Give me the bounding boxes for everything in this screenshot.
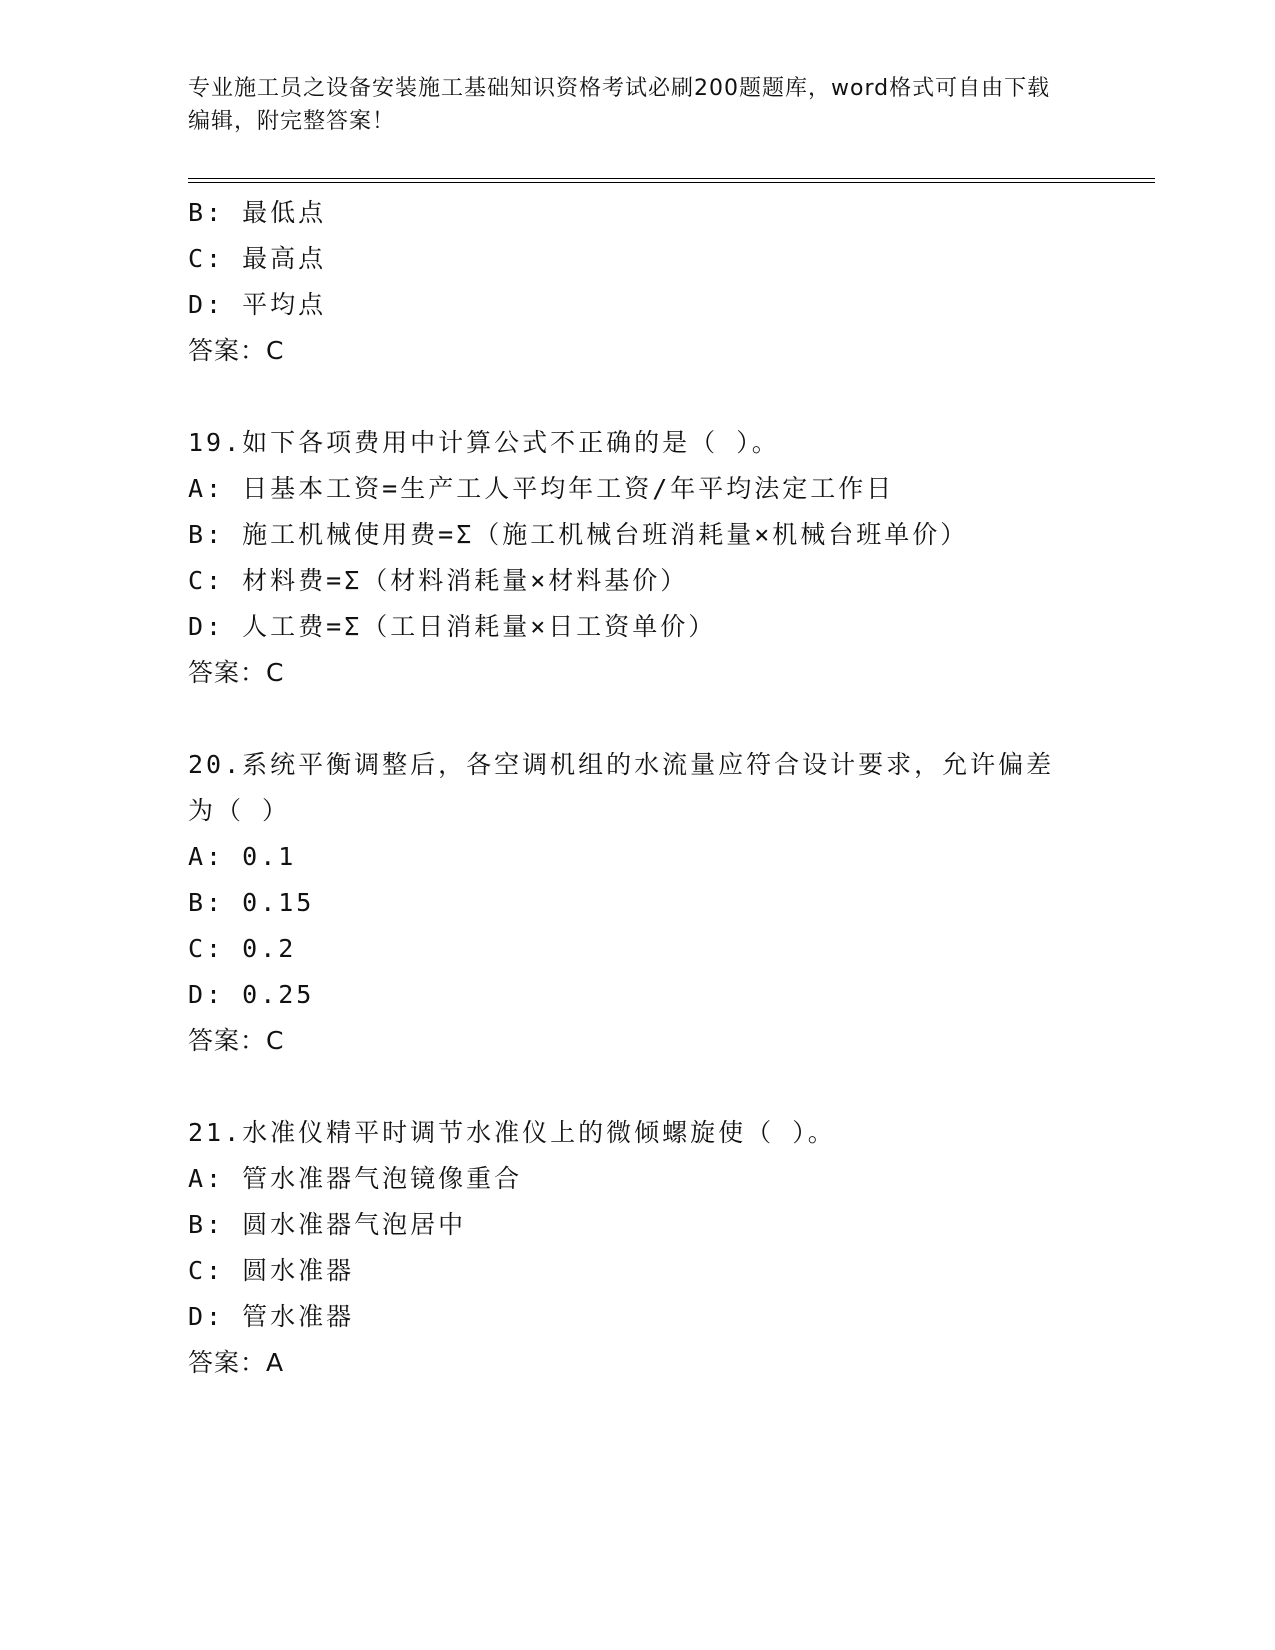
option-c: C: 圆水准器 bbox=[188, 1256, 355, 1285]
option-b: B: 最低点 bbox=[188, 198, 327, 227]
question-21 bbox=[188, 1110, 1148, 1386]
document-title: 专业施工员之设备安装施工基础知识资格考试必刷200题题库，word格式可自由下载编辑，附完整答案！ bbox=[188, 76, 1051, 134]
question-partial bbox=[188, 190, 1148, 374]
option-b: B: 施工机械使用费=Σ（施工机械台班消耗量×机械台班单价） bbox=[188, 520, 969, 549]
option-b: B: 圆水准器气泡居中 bbox=[188, 1210, 467, 1239]
option-d: D: 平均点 bbox=[188, 290, 327, 319]
option-d: D: 管水准器 bbox=[188, 1302, 355, 1331]
option-a: A: 管水准器气泡镜像重合 bbox=[188, 1164, 523, 1193]
option-d: D: 0.25 bbox=[188, 980, 315, 1009]
option-a: A: 0.1 bbox=[188, 842, 297, 871]
spacer bbox=[188, 374, 1148, 420]
spacer bbox=[188, 1064, 1148, 1110]
spacer bbox=[188, 696, 1148, 742]
question-stem: 19.如下各项费用中计算公式不正确的是（ ）。 bbox=[188, 428, 780, 457]
question-list bbox=[188, 190, 1148, 1386]
question-stem: 21.水准仪精平时调节水准仪上的微倾螺旋使（ ）。 bbox=[188, 1118, 836, 1147]
question-stem: 20.系统平衡调整后，各空调机组的水流量应符合设计要求，允许偏差为（ ） bbox=[188, 750, 1055, 825]
option-a: A: 日基本工资=生产工人平均年工资/年平均法定工作日 bbox=[188, 474, 895, 503]
question-19 bbox=[188, 420, 1148, 696]
answer-line: 答案：C bbox=[188, 658, 285, 687]
answer-line: 答案：C bbox=[188, 1026, 285, 1055]
option-c: C: 0.2 bbox=[188, 934, 297, 963]
option-c: C: 最高点 bbox=[188, 244, 327, 273]
option-b: B: 0.15 bbox=[188, 888, 315, 917]
answer-line: 答案：A bbox=[188, 1348, 285, 1377]
header-divider bbox=[188, 178, 1155, 183]
page-header bbox=[188, 72, 1068, 138]
answer-line: 答案：C bbox=[188, 336, 285, 365]
option-c: C: 材料费=Σ（材料消耗量×材料基价） bbox=[188, 566, 689, 595]
question-20 bbox=[188, 742, 1148, 1064]
option-d: D: 人工费=Σ（工日消耗量×日工资单价） bbox=[188, 612, 717, 641]
